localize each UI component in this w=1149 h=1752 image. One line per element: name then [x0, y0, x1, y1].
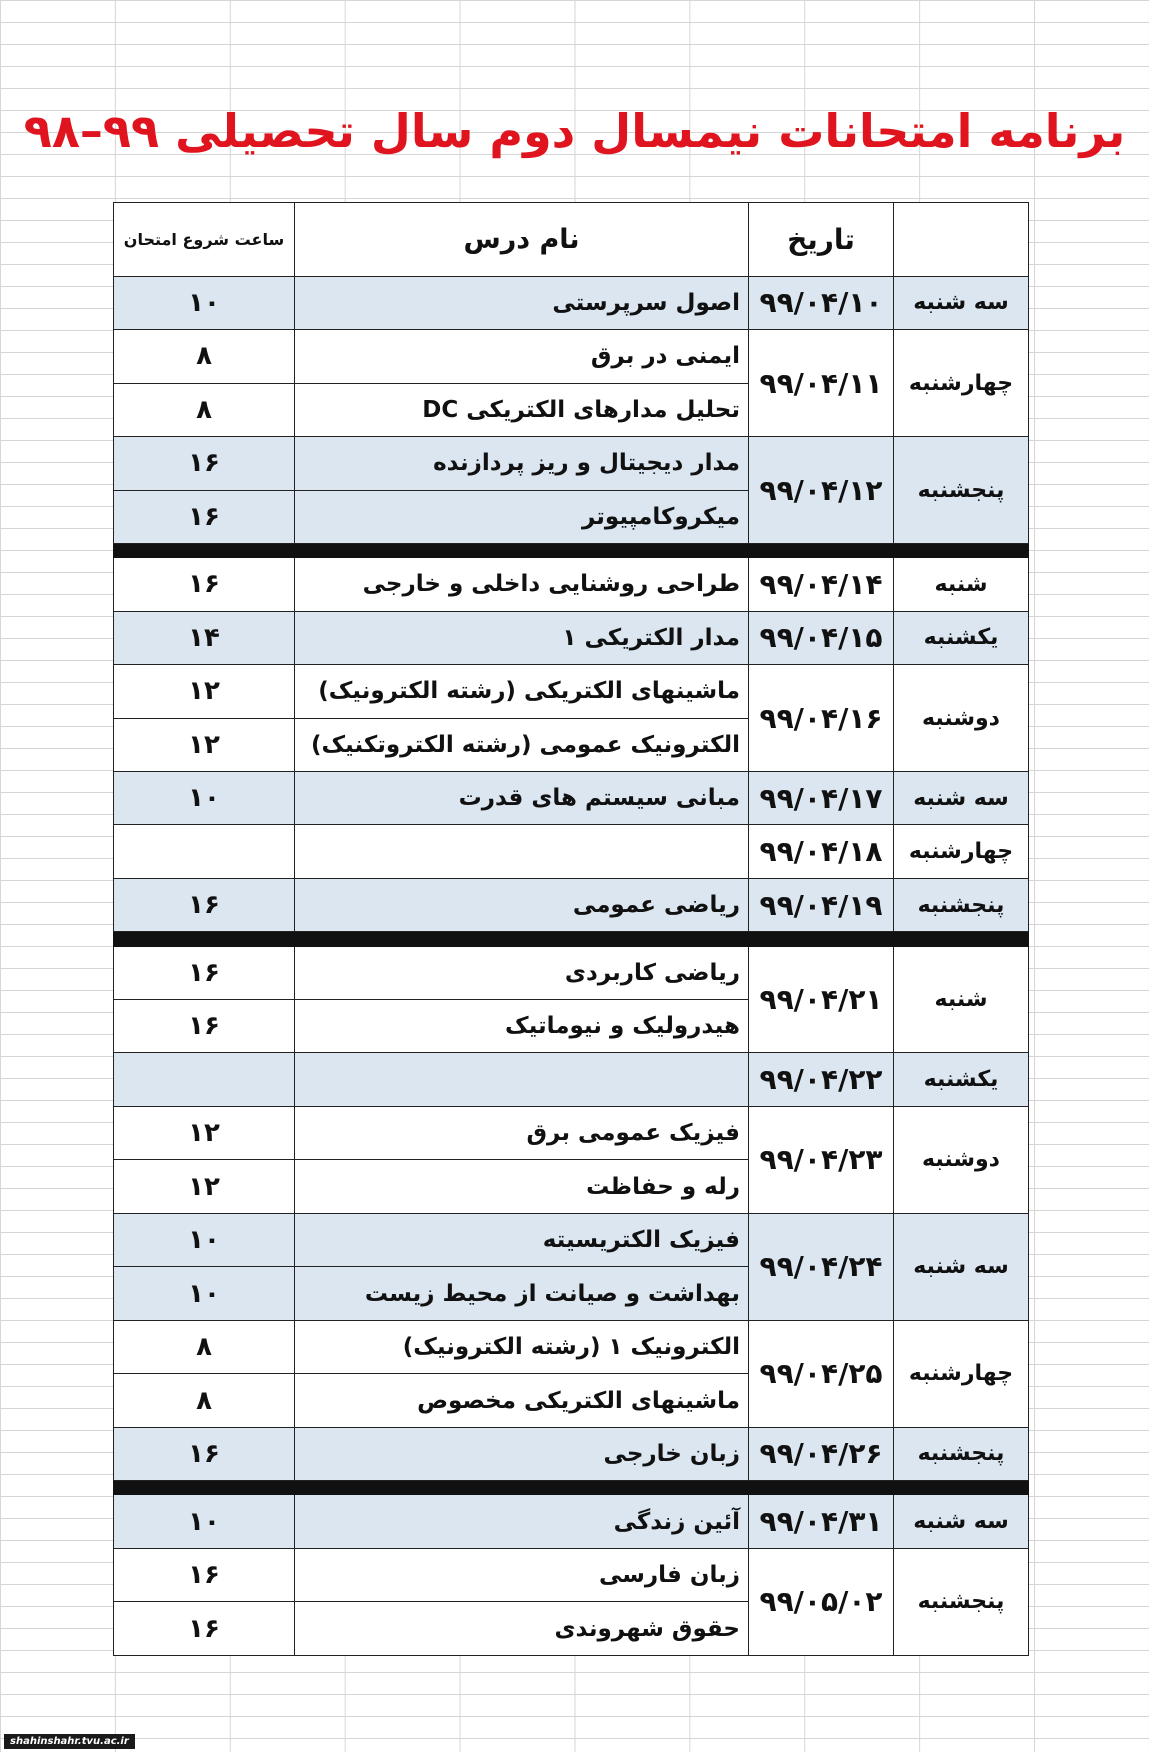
table-row — [114, 1427, 1029, 1480]
course-name-cell: تحلیل مدارهای الکتریکی DC — [295, 383, 749, 436]
start-time-cell: ۱۶ — [114, 490, 295, 543]
date-cell: ۹۹/۰۴/۱۱ — [749, 330, 894, 437]
header-start-time: ساعت شروع امتحان — [114, 203, 295, 277]
course-name-cell: ماشینهای الکتریکی مخصوص — [295, 1374, 749, 1427]
week-separator — [114, 932, 1029, 946]
course-name-cell: مدار دیجیتال و ریز پردازنده — [295, 437, 749, 490]
course-name-cell: حقوق شهروندی — [295, 1602, 749, 1656]
start-time-cell: ۱۶ — [114, 878, 295, 931]
start-time-cell: ۸ — [114, 1374, 295, 1427]
date-cell: ۹۹/۰۴/۱۹ — [749, 878, 894, 931]
course-name-cell: ایمنی در برق — [295, 330, 749, 383]
day-cell: چهارشنبه — [894, 330, 1029, 437]
table-row — [114, 1495, 1029, 1548]
header-course-name: نام درس — [295, 203, 749, 277]
date-cell: ۹۹/۰۴/۱۲ — [749, 437, 894, 544]
day-cell: سه شنبه — [894, 1495, 1029, 1548]
start-time-cell: ۱۶ — [114, 1602, 295, 1656]
day-cell: دوشنبه — [894, 665, 1029, 772]
day-cell: سه شنبه — [894, 772, 1029, 825]
day-cell: یکشنبه — [894, 1053, 1029, 1106]
day-cell: چهارشنبه — [894, 825, 1029, 878]
day-cell: شنبه — [894, 558, 1029, 611]
course-name-cell: الکترونیک عمومی (رشته الکتروتکنیک) — [295, 718, 749, 771]
start-time-cell: ۸ — [114, 383, 295, 436]
start-time-cell: ۱۲ — [114, 665, 295, 718]
table-row — [114, 878, 1029, 931]
start-time-cell: ۱۶ — [114, 1427, 295, 1480]
date-cell: ۹۹/۰۴/۲۶ — [749, 1427, 894, 1480]
date-cell: ۹۹/۰۴/۲۲ — [749, 1053, 894, 1106]
date-cell: ۹۹/۰۴/۱۵ — [749, 611, 894, 664]
course-name-cell: ماشینهای الکتریکی (رشته الکترونیک) — [295, 665, 749, 718]
date-cell: ۹۹/۰۵/۰۲ — [749, 1548, 894, 1655]
date-cell: ۹۹/۰۴/۲۱ — [749, 946, 894, 1053]
table-row — [114, 1053, 1029, 1106]
table-row — [114, 665, 1029, 718]
day-cell: یکشنبه — [894, 611, 1029, 664]
header-day — [894, 203, 1029, 277]
table-row — [114, 1106, 1029, 1159]
day-cell: سه شنبه — [894, 1213, 1029, 1320]
start-time-cell — [114, 1053, 295, 1106]
start-time-cell: ۱۶ — [114, 946, 295, 999]
table-row — [114, 946, 1029, 999]
separator-bar — [114, 932, 1029, 946]
date-cell: ۹۹/۰۴/۲۵ — [749, 1320, 894, 1427]
start-time-cell: ۱۰ — [114, 772, 295, 825]
table-header-row — [114, 203, 1029, 277]
start-time-cell: ۱۶ — [114, 1548, 295, 1601]
table-row — [114, 276, 1029, 329]
date-cell: ۹۹/۰۴/۱۷ — [749, 772, 894, 825]
day-cell: پنجشنبه — [894, 1427, 1029, 1480]
course-name-cell: فیزیک الکتریسیته — [295, 1213, 749, 1266]
day-cell: دوشنبه — [894, 1106, 1029, 1213]
start-time-cell: ۱۶ — [114, 1000, 295, 1053]
date-cell: ۹۹/۰۴/۱۸ — [749, 825, 894, 878]
day-cell: شنبه — [894, 946, 1029, 1053]
start-time-cell: ۱۴ — [114, 611, 295, 664]
start-time-cell: ۱۶ — [114, 558, 295, 611]
day-cell: چهارشنبه — [894, 1320, 1029, 1427]
day-cell: سه شنبه — [894, 276, 1029, 329]
course-name-cell: ریاضی عمومی — [295, 878, 749, 931]
table-row — [114, 825, 1029, 878]
week-separator — [114, 1481, 1029, 1495]
date-cell: ۹۹/۰۴/۳۱ — [749, 1495, 894, 1548]
week-separator — [114, 544, 1029, 558]
course-name-cell: ریاضی کاربردی — [295, 946, 749, 999]
course-name-cell: رله و حفاظت — [295, 1160, 749, 1213]
day-cell: پنجشنبه — [894, 1548, 1029, 1655]
table-row — [114, 1213, 1029, 1266]
header-date: تاریخ — [749, 203, 894, 277]
start-time-cell: ۱۰ — [114, 1267, 295, 1320]
day-cell: پنجشنبه — [894, 437, 1029, 544]
course-name-cell: زبان خارجی — [295, 1427, 749, 1480]
page-title: برنامه امتحانات نیمسال دوم سال تحصیلی ۹۹–۹۸ — [23, 104, 1126, 158]
start-time-cell: ۱۶ — [114, 437, 295, 490]
date-cell: ۹۹/۰۴/۱۶ — [749, 665, 894, 772]
date-cell: ۹۹/۰۴/۲۳ — [749, 1106, 894, 1213]
start-time-cell: ۸ — [114, 330, 295, 383]
table-row — [114, 558, 1029, 611]
separator-bar — [114, 544, 1029, 558]
course-name-cell — [295, 1053, 749, 1106]
start-time-cell: ۱۰ — [114, 1213, 295, 1266]
course-name-cell: زبان فارسی — [295, 1548, 749, 1601]
date-cell: ۹۹/۰۴/۱۰ — [749, 276, 894, 329]
exam-schedule-table — [113, 202, 1029, 1656]
table-row — [114, 1320, 1029, 1373]
course-name-cell: الکترونیک ۱ (رشته الکترونیک) — [295, 1320, 749, 1373]
site-watermark: shahinshahr.tvu.ac.ir — [4, 1734, 135, 1749]
table-row — [114, 330, 1029, 383]
course-name-cell: مبانی سیستم های قدرت — [295, 772, 749, 825]
course-name-cell: مدار الکتریکی ۱ — [295, 611, 749, 664]
course-name-cell: اصول سرپرستی — [295, 276, 749, 329]
course-name-cell: بهداشت و صیانت از محیط زیست — [295, 1267, 749, 1320]
table-row — [114, 611, 1029, 664]
start-time-cell: ۱۲ — [114, 1106, 295, 1159]
course-name-cell: میکروکامپیوتر — [295, 490, 749, 543]
course-name-cell: طراحی روشنایی داخلی و خارجی — [295, 558, 749, 611]
table-row — [114, 437, 1029, 490]
start-time-cell: ۱۲ — [114, 718, 295, 771]
date-cell: ۹۹/۰۴/۱۴ — [749, 558, 894, 611]
start-time-cell: ۱۲ — [114, 1160, 295, 1213]
table-row — [114, 1548, 1029, 1601]
date-cell: ۹۹/۰۴/۲۴ — [749, 1213, 894, 1320]
separator-bar — [114, 1481, 1029, 1495]
table-row — [114, 772, 1029, 825]
start-time-cell — [114, 825, 295, 878]
start-time-cell: ۸ — [114, 1320, 295, 1373]
course-name-cell: آئین زندگی — [295, 1495, 749, 1548]
start-time-cell: ۱۰ — [114, 1495, 295, 1548]
start-time-cell: ۱۰ — [114, 276, 295, 329]
course-name-cell: فیزیک عمومی برق — [295, 1106, 749, 1159]
course-name-cell: هیدرولیک و نیوماتیک — [295, 1000, 749, 1053]
course-name-cell — [295, 825, 749, 878]
day-cell: پنجشنبه — [894, 878, 1029, 931]
